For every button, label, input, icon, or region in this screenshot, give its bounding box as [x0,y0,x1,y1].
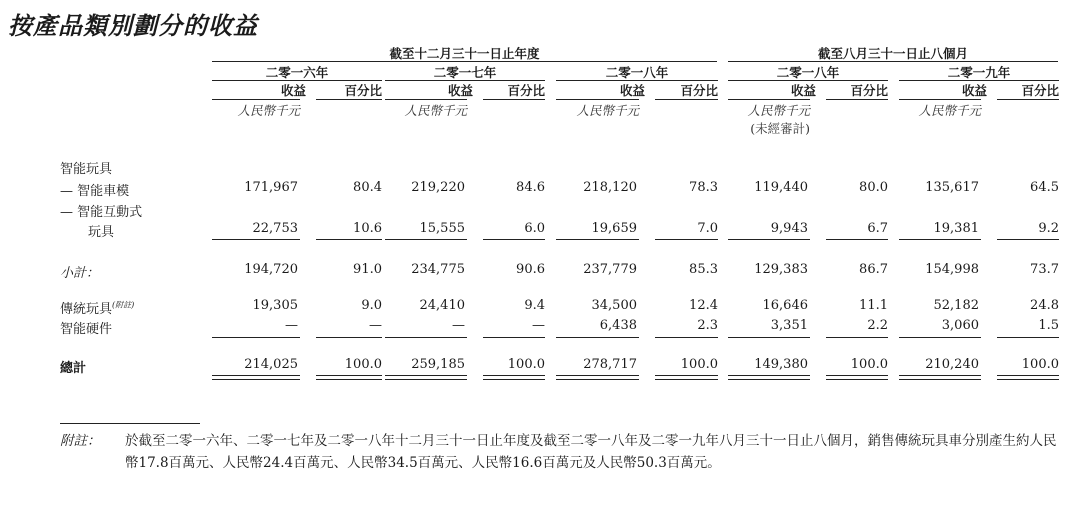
revenue-cell: 19,381 [933,221,979,236]
year-header: 二零一六年 [265,65,329,80]
col-revenue-header: 收益 [790,83,816,98]
unit-label: 人民幣千元 [576,103,639,118]
note-separator [60,423,200,424]
total-rule [728,239,810,240]
percent-cell: 84.6 [516,180,545,195]
unit-label: 人民幣千元 [237,103,300,118]
percent-cell: 64.5 [1030,180,1059,195]
row-label-smart-toys: 智能玩具 [60,162,113,177]
col-rule [655,99,718,100]
total-rule [316,239,382,240]
row-label-smart-interactive: — 智能互動式 [60,205,143,220]
col-rule [385,99,467,100]
total-rule [728,375,810,380]
revenue-cell: 15,555 [419,221,465,236]
percent-cell: 24.8 [1030,298,1059,313]
col-percent-header: 百分比 [680,83,718,98]
total-rule [556,337,639,338]
total-rule [655,239,718,240]
group-header-rule [212,61,717,62]
unaudited-label: (未經審計) [750,121,810,136]
total-rule [826,375,888,380]
total-rule [899,337,981,338]
total-rule [316,337,382,338]
revenue-cell: 52,182 [933,298,979,313]
col-percent-header: 百分比 [1021,83,1059,98]
percent-cell: 10.6 [353,221,382,236]
unit-label: 人民幣千元 [404,103,467,118]
revenue-cell: 22,753 [252,221,298,236]
total-rule [997,239,1059,240]
row-label-total: 總計 [60,361,87,376]
total-rule [483,337,545,338]
percent-cell: 86.7 [859,262,888,277]
col-rule [997,99,1059,100]
total-rule [997,337,1059,338]
percent-cell: 85.3 [689,262,718,277]
total-rule [385,375,467,380]
revenue-cell: 9,943 [770,221,808,236]
col-rule [483,99,545,100]
total-rule [483,375,545,380]
revenue-cell: 34,500 [591,298,637,313]
revenue-cell: 194,720 [244,262,298,277]
revenue-cell: 6,438 [599,318,637,333]
revenue-cell: 219,220 [411,180,465,195]
revenue-cell: 171,967 [244,180,298,195]
revenue-cell: — [285,318,298,333]
percent-cell: 7.0 [697,221,718,236]
col-revenue-header: 收益 [280,83,306,98]
total-rule [826,239,888,240]
revenue-cell: 24,410 [419,298,465,313]
col-rule [316,99,382,100]
total-rule [316,375,382,380]
row-label-toys: 玩具 [88,225,115,240]
col-rule [728,99,810,100]
col-rule [212,99,300,100]
group-header-fiscal-year: 截至十二月三十一日止年度 [389,46,540,61]
percent-cell: 2.2 [867,318,888,333]
revenue-cell: 119,440 [754,180,808,195]
total-rule [385,337,467,338]
unit-label: 人民幣千元 [747,103,810,118]
total-rule [899,239,981,240]
col-revenue-header: 收益 [447,83,473,98]
year-header: 二零一九年 [947,65,1011,80]
revenue-cell: 218,120 [583,180,637,195]
percent-cell: 100.0 [344,357,382,372]
page-title: 按產品類別劃分的收益 [8,12,258,40]
percent-cell: 100.0 [680,357,718,372]
revenue-cell: 149,380 [754,357,808,372]
total-rule [556,239,639,240]
col-rule [826,99,888,100]
percent-cell: 9.0 [361,298,382,313]
percent-cell: 9.2 [1038,221,1059,236]
year-header: 二零一八年 [776,65,840,80]
row-label-subtotal: 小計： [60,266,100,281]
total-rule [212,239,300,240]
revenue-cell: 16,646 [762,298,808,313]
percent-cell: 91.0 [353,262,382,277]
percent-cell: 90.6 [516,262,545,277]
note-text: 於截至二零一六年、二零一七年及二零一八年十二月三十一日止年度及截至二零一八年及二零一九年八月三十一日止八個月，銷售傳統玩具車分別產生約人民幣17.8百萬元、人民幣24.4百萬元、人民幣34.5百萬元、人民幣16.6百萬元及人民幣50.3百萬元。 [125,433,1057,471]
revenue-cell: 129,383 [754,262,808,277]
percent-cell: — [532,318,545,333]
percent-cell: 100.0 [1021,357,1059,372]
revenue-cell: 135,617 [925,180,979,195]
note-label: 附註： [60,433,101,449]
revenue-cell: 234,775 [411,262,465,277]
percent-cell: 9.4 [524,298,545,313]
percent-cell: 80.4 [353,180,382,195]
total-rule [212,375,300,380]
percent-cell: 12.4 [689,298,718,313]
percent-cell: 78.3 [689,180,718,195]
revenue-cell: 3,351 [770,318,808,333]
col-percent-header: 百分比 [507,83,545,98]
revenue-cell: 259,185 [411,357,465,372]
note-mark: (附註) [112,300,135,310]
group-header-eight-months: 截至八月三十一日止八個月 [817,46,968,61]
row-label-smart-car: — 智能車模 [60,184,130,199]
total-rule [899,375,981,380]
group-header-rule [728,61,1058,62]
col-rule [899,99,981,100]
col-percent-header: 百分比 [850,83,888,98]
revenue-cell: 19,659 [591,221,637,236]
row-label-traditional-toys: 傳統玩具$^{(附註)}$ [60,300,135,317]
percent-cell: 80.0 [859,180,888,195]
total-rule [556,375,639,380]
col-revenue-header: 收益 [619,83,645,98]
percent-cell: 2.3 [697,318,718,333]
year-header: 二零一七年 [433,65,497,80]
percent-cell: 6.7 [867,221,888,236]
col-revenue-header: 收益 [961,83,987,98]
row-label-smart-hardware: 智能硬件 [60,322,113,337]
revenue-cell: 278,717 [583,357,637,372]
col-rule [556,99,639,100]
percent-cell: 6.0 [524,221,545,236]
percent-cell: 11.1 [859,298,888,313]
revenue-cell: — [452,318,465,333]
total-rule [728,337,810,338]
revenue-cell: 210,240 [925,357,979,372]
total-rule [826,337,888,338]
revenue-cell: 3,060 [941,318,979,333]
total-rule [483,239,545,240]
col-percent-header: 百分比 [344,83,382,98]
revenue-cell: 214,025 [244,357,298,372]
percent-cell: 100.0 [850,357,888,372]
total-rule [385,239,467,240]
unit-label: 人民幣千元 [918,103,981,118]
year-header: 二零一八年 [605,65,669,80]
revenue-cell: 154,998 [925,262,979,277]
total-rule [655,375,718,380]
total-rule [212,337,300,338]
percent-cell: 1.5 [1038,318,1059,333]
percent-cell: — [369,318,382,333]
percent-cell: 73.7 [1030,262,1059,277]
total-rule [997,375,1059,380]
total-rule [655,337,718,338]
percent-cell: 100.0 [507,357,545,372]
revenue-cell: 19,305 [252,298,298,313]
revenue-cell: 237,779 [583,262,637,277]
